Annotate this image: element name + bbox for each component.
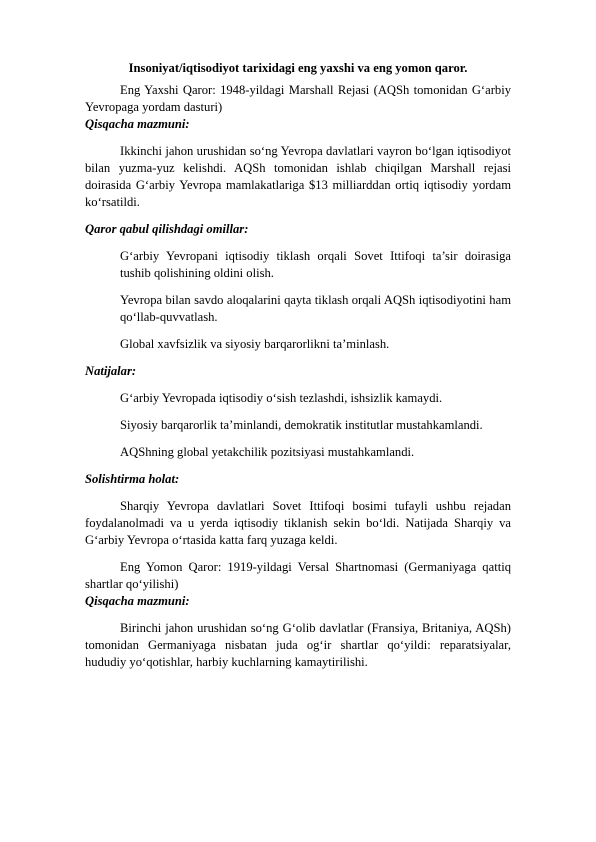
worst-decision-intro: Eng Yomon Qaror: 1919-yildagi Versal Shartnomasi (Germaniyaga qattiq shartlar qo‘yilishi) bbox=[85, 560, 511, 591]
best-summary-heading: Qisqacha mazmuni: bbox=[85, 117, 190, 131]
best-decision-intro: Eng Yaxshi Qaror: 1948-yildagi Marshall Rejasi (AQSh tomonidan G‘arbiy Yevropaga yordam dasturi) bbox=[85, 83, 511, 114]
comparison-heading: Solishtirma holat: bbox=[85, 472, 180, 486]
best-summary-text: Ikkinchi jahon urushidan so‘ng Yevropa davlatlari vayron bo‘lgan iqtisodiyot bilan yuzma-yuz kelishdi. AQSh tomonidan ishlab chiqilgan Marshall rejasi doirasida G‘arbiy Yevropa mamlakatlariga $13 milliarddan ortiq iqtisodiy yordam ko‘rsatildi. bbox=[85, 144, 511, 209]
factor-item: Global xavfsizlik va siyosiy barqarorlikni ta’minlash. bbox=[120, 337, 390, 351]
factor-item: Yevropa bilan savdo aloqalarini qayta tiklash orqali AQSh iqtisodiyotini ham qo‘llab-quvvatlash. bbox=[120, 293, 511, 324]
result-item: AQShning global yetakchilik pozitsiyasi mustahkamlandi. bbox=[120, 445, 415, 459]
factors-heading: Qaror qabul qilishdagi omillar: bbox=[85, 222, 249, 236]
factors-list bbox=[85, 248, 511, 353]
factor-item: G‘arbiy Yevropani iqtisodiy tiklash orqali Sovet Ittifoqi ta’sir doirasiga tushib qolishining oldini olish. bbox=[120, 249, 511, 280]
results-list bbox=[85, 390, 511, 461]
document-title: Insoniyat/iqtisodiyot tarixidagi eng yaxshi va eng yomon qaror. bbox=[128, 61, 468, 75]
comparison-text: Sharqiy Yevropa davlatlari Sovet Ittifoqi bosimi tufayli ushbu rejadan foydalanolmadi va u yerda iqtisodiy tiklanish sekin bo‘ldi. Natijada Sharqiy va G‘arbiy Yevropa o‘rtasida katta farq yuzaga keldi. bbox=[85, 499, 511, 547]
worst-summary-text: Birinchi jahon urushidan so‘ng G‘olib davlatlar (Fransiya, Britaniya, AQSh) tomonidan Germaniyaga nisbatan juda og‘ir shartlar qo‘yildi: reparatsiyalar, hududiy yo‘qotishlar, harbiy kuchlarning kamaytirilishi. bbox=[85, 621, 511, 669]
result-item: Siyosiy barqarorlik ta’minlandi, demokratik institutlar mustahkamlandi. bbox=[120, 418, 483, 432]
worst-summary-heading: Qisqacha mazmuni: bbox=[85, 594, 190, 608]
results-heading: Natijalar: bbox=[85, 364, 137, 378]
document-body bbox=[85, 60, 511, 671]
result-item: G‘arbiy Yevropada iqtisodiy o‘sish tezlashdi, ishsizlik kamaydi. bbox=[120, 391, 443, 405]
